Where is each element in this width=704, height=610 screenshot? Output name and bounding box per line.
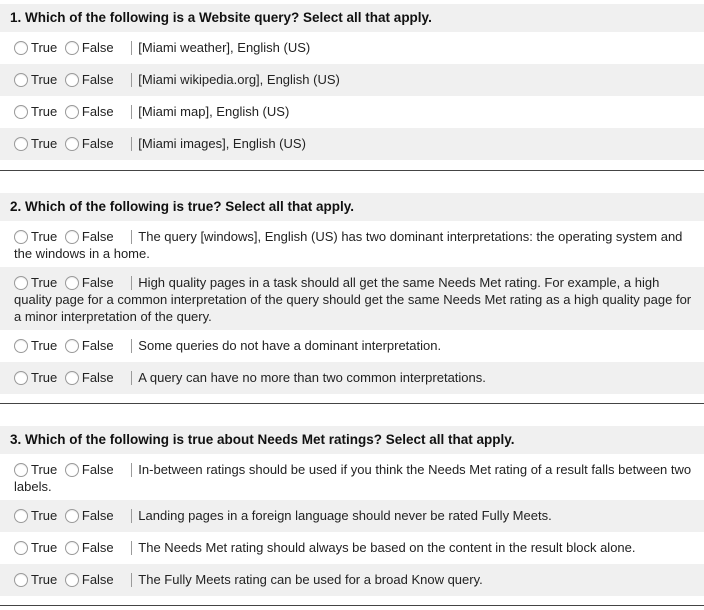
- statement-text: Some queries do not have a dominant interpretation.: [138, 338, 442, 353]
- false-label: False: [81, 104, 114, 119]
- true-radio[interactable]: [14, 41, 28, 55]
- statement-text: The Needs Met rating should always be based on the content in the result block alone.: [138, 540, 636, 555]
- question-2-item-1: [0, 221, 704, 267]
- divider: [131, 137, 132, 151]
- true-radio[interactable]: [14, 137, 28, 151]
- false-radio[interactable]: [65, 276, 79, 290]
- false-label: False: [81, 338, 114, 353]
- false-radio[interactable]: [65, 463, 79, 477]
- true-radio[interactable]: [14, 541, 28, 555]
- false-radio[interactable]: [65, 41, 79, 55]
- statement-text: [Miami wikipedia.org], English (US): [138, 72, 340, 87]
- question-3-item-1: [0, 454, 704, 500]
- question-2-item-4: [0, 362, 704, 394]
- divider: [131, 573, 132, 587]
- question-1-item-4: [0, 128, 704, 160]
- true-radio[interactable]: [14, 573, 28, 587]
- section-divider: [0, 403, 704, 404]
- divider: [131, 339, 132, 353]
- true-label: True: [31, 370, 58, 385]
- question-2-title: 2. Which of the following is true? Select all that apply.: [0, 193, 704, 221]
- statement-text: The Fully Meets rating can be used for a broad Know query.: [138, 572, 483, 587]
- statement-text: High quality pages in a task should all get the same Needs Met rating. For example, a high quality page for a common interpretation of the query should get the same Needs Met rating as a high quality page for a minor interpretation of the query.: [14, 275, 692, 324]
- false-radio[interactable]: [65, 371, 79, 385]
- true-label: True: [31, 338, 58, 353]
- statement-text: The query [windows], English (US) has two dominant interpretations: the operating system and the windows in a home.: [14, 229, 683, 261]
- true-radio[interactable]: [14, 276, 28, 290]
- false-radio[interactable]: [65, 137, 79, 151]
- false-label: False: [81, 40, 114, 55]
- true-label: True: [31, 72, 58, 87]
- true-label: True: [31, 275, 58, 290]
- false-label: False: [81, 572, 114, 587]
- statement-text: Landing pages in a foreign language should never be rated Fully Meets.: [138, 508, 552, 523]
- true-label: True: [31, 540, 58, 555]
- false-label: False: [81, 508, 114, 523]
- question-1-item-1: [0, 32, 704, 64]
- question-3-item-2: [0, 500, 704, 532]
- divider: [131, 541, 132, 555]
- question-3-title: 3. Which of the following is true about Needs Met ratings? Select all that apply.: [0, 426, 704, 454]
- true-radio[interactable]: [14, 463, 28, 477]
- divider: [131, 371, 132, 385]
- divider: [131, 105, 132, 119]
- false-label: False: [81, 540, 114, 555]
- false-radio[interactable]: [65, 509, 79, 523]
- question-3-item-4: [0, 564, 704, 596]
- true-label: True: [31, 104, 58, 119]
- question-2-item-2: [0, 267, 704, 330]
- false-radio[interactable]: [65, 339, 79, 353]
- question-1-item-2: [0, 64, 704, 96]
- divider: [131, 509, 132, 523]
- question-2-item-3: [0, 330, 704, 362]
- true-radio[interactable]: [14, 230, 28, 244]
- true-label: True: [31, 136, 58, 151]
- false-label: False: [81, 136, 114, 151]
- statement-text: [Miami map], English (US): [138, 104, 290, 119]
- false-label: False: [81, 370, 114, 385]
- true-label: True: [31, 229, 58, 244]
- divider: [131, 73, 132, 87]
- divider: [131, 230, 132, 244]
- false-radio[interactable]: [65, 541, 79, 555]
- true-label: True: [31, 572, 58, 587]
- true-radio[interactable]: [14, 339, 28, 353]
- statement-text: [Miami weather], English (US): [138, 40, 311, 55]
- false-radio[interactable]: [65, 573, 79, 587]
- section-divider: [0, 170, 704, 171]
- divider: [131, 41, 132, 55]
- false-label: False: [81, 72, 114, 87]
- question-3-item-3: [0, 532, 704, 564]
- true-label: True: [31, 462, 58, 477]
- divider: [131, 276, 132, 290]
- true-radio[interactable]: [14, 73, 28, 87]
- true-radio[interactable]: [14, 509, 28, 523]
- statement-text: In-between ratings should be used if you think the Needs Met rating of a result falls between two labels.: [14, 462, 692, 494]
- question-1-item-3: [0, 96, 704, 128]
- statement-text: A query can have no more than two common interpretations.: [138, 370, 486, 385]
- false-label: False: [81, 229, 114, 244]
- question-1-title: 1. Which of the following is a Website query? Select all that apply.: [0, 4, 704, 32]
- divider: [131, 463, 132, 477]
- true-label: True: [31, 40, 58, 55]
- true-label: True: [31, 508, 58, 523]
- section-divider: [0, 605, 704, 606]
- false-radio[interactable]: [65, 73, 79, 87]
- true-radio[interactable]: [14, 371, 28, 385]
- statement-text: [Miami images], English (US): [138, 136, 306, 151]
- false-radio[interactable]: [65, 105, 79, 119]
- false-label: False: [81, 275, 114, 290]
- false-label: False: [81, 462, 114, 477]
- false-radio[interactable]: [65, 230, 79, 244]
- true-radio[interactable]: [14, 105, 28, 119]
